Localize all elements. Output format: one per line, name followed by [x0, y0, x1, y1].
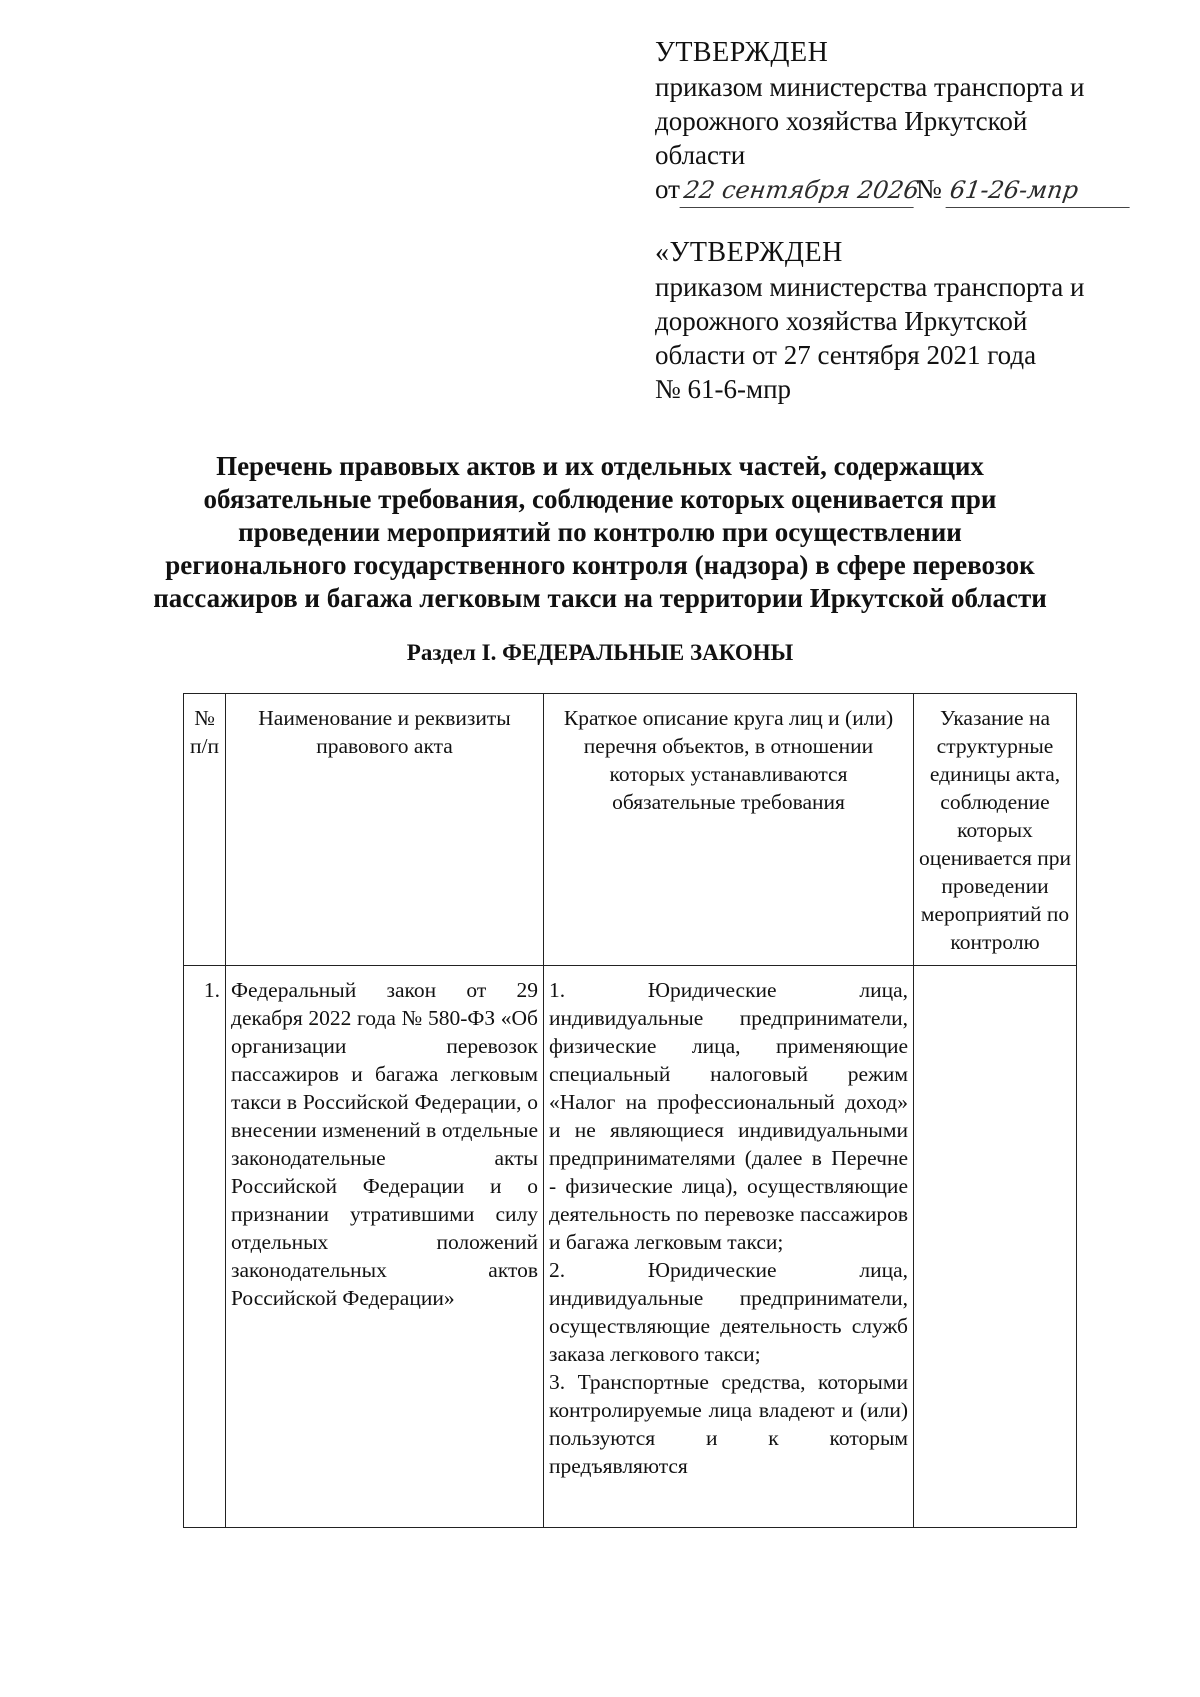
approval-line: № 61-6-мпр — [655, 374, 792, 404]
header-units: Указание на структурные единицы акта, соблюдение которых оценивается при проведении мероприятий по контролю — [914, 694, 1077, 966]
approval-heading: «УТВЕРЖДЕН — [655, 237, 843, 268]
from-prefix: от — [655, 174, 680, 204]
approval-line: приказом министерства транспорта и — [655, 72, 1085, 102]
row-description — [544, 966, 914, 1528]
header-number: № п/п — [184, 694, 226, 966]
approval-date-number-line — [655, 172, 1135, 208]
header-description: Краткое описание круга лиц и (или) перечня объектов, в отношении которых устанавливаются обязательные требования — [544, 694, 914, 966]
document-title — [150, 450, 1050, 615]
description-item: 1. Юридические лица, индивидуальные предприниматели, физические лица, применяющие специальный налоговый режим «Налог на профессиональный доход» и не являющиеся индивидуальными предпринимателями (далее в Перечне - физические лица), осуществляющие деятельность по перевозке пассажиров и багажа легковым такси; — [549, 978, 908, 1254]
row-act: Федеральный закон от 29 декабря 2022 года № 580-ФЗ «Об организации перевозок пассажиров и багажа легковым такси в Российской Федерации, о внесении изменений в отдельные законодательные акты Российской Федерации и о признании утратившими силу отдельных положений законодательных актов Российской Федерации» — [226, 966, 544, 1528]
header-act-name: Наименование и реквизиты правового акта — [226, 694, 544, 966]
acts-table — [183, 693, 1077, 1528]
title-line: обязательные требования, соблюдение которых оценивается при — [203, 484, 997, 514]
handwritten-date: 22 сентября 2026 — [679, 173, 918, 208]
row-number: 1. — [184, 966, 226, 1528]
approval-line: области от 27 сентября 2021 года — [655, 340, 1037, 370]
row-units — [914, 966, 1077, 1528]
approval-stamp-old — [655, 236, 1135, 406]
number-sign: № — [915, 174, 942, 204]
description-item: 3. Транспортные средства, которыми контролируемые лица владеют и (или) пользуются и к которым предъявляются — [549, 1370, 908, 1478]
table-row — [184, 966, 1077, 1528]
description-item: 2. Юридические лица, индивидуальные предприниматели, осуществляющие деятельность служб заказа легкового такси; — [549, 1258, 908, 1366]
approval-line: дорожного хозяйства Иркутской — [655, 306, 1028, 336]
approval-line: области — [655, 140, 746, 170]
approval-stamp-new — [655, 36, 1135, 208]
approval-line: приказом министерства транспорта и — [655, 272, 1085, 302]
section-title: Раздел I. ФЕДЕРАЛЬНЫЕ ЗАКОНЫ — [406, 640, 794, 665]
approval-heading: УТВЕРЖДЕН — [655, 37, 829, 68]
title-line: проведении мероприятий по контролю при осуществлении — [238, 517, 962, 547]
handwritten-number: 61-26-мпр — [945, 173, 1134, 208]
approval-line: дорожного хозяйства Иркутской — [655, 106, 1028, 136]
title-line: регионального государственного контроля (надзора) в сфере перевозок — [165, 550, 1035, 580]
title-line: пассажиров и багажа легковым такси на территории Иркутской области — [153, 583, 1047, 613]
title-line: Перечень правовых актов и их отдельных частей, содержащих — [216, 451, 984, 481]
table-header-row — [184, 694, 1077, 966]
